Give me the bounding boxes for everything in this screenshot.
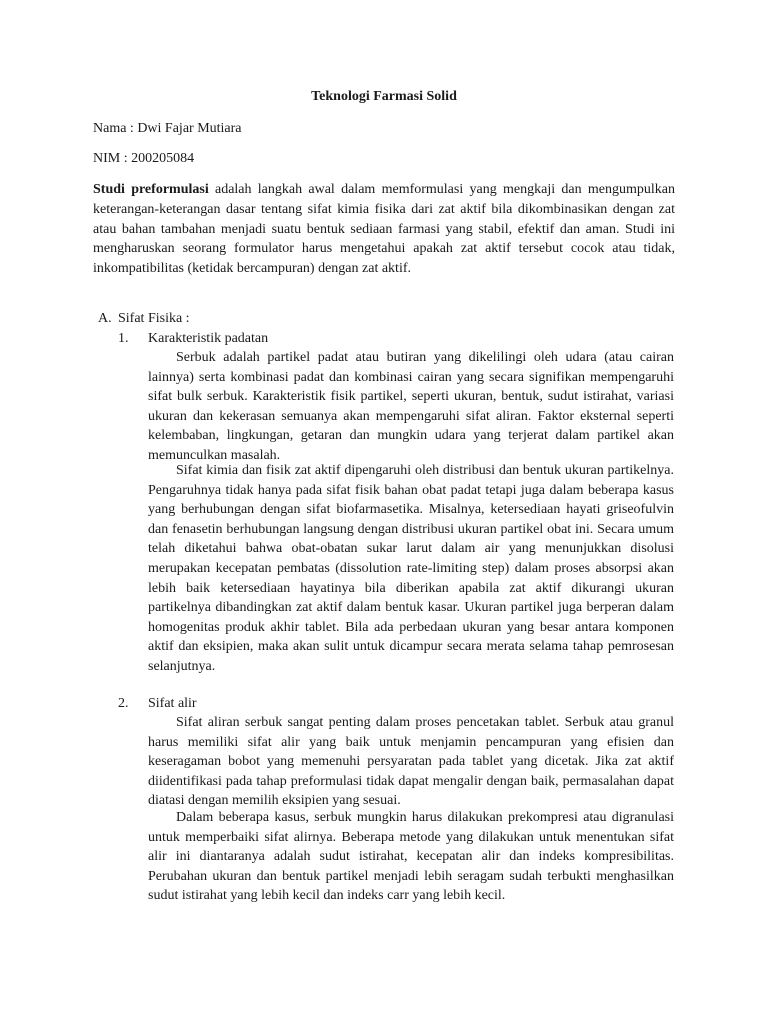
section-a-heading	[98, 309, 190, 328]
section-a-letter: A.	[98, 311, 112, 326]
item-1-heading	[118, 329, 268, 348]
item-1-paragraph-1: Serbuk adalah partikel padat atau butiran yang dikelilingi oleh udara (atau cairan lainnya) serta kombinasi padat dan kombinasi cairan yang secara signifikan mempengaruhi sifat bulk serbuk. Karakteristik fisik partikel, seperti ukuran, bentuk, sudut istirahat, variasi ukuran dan kekerasan semuanya akan mempengaruhi sifat aliran. Faktor eksternal seperti kelembaban, lingkungan, getaran dan mungkin udara yang terjerat dalam partikel akan memunculkan masalah.	[148, 350, 674, 463]
item-2-number: 2.	[118, 696, 129, 711]
student-name-line: Nama : Dwi Fajar Mutiara	[93, 121, 242, 136]
intro-text: adalah langkah awal dalam memformulasi yang mengkaji dan mengumpulkan keterangan-keterangan dasar tentang sifat kimia fisika dari zat aktif bila dikombinasikan dengan zat atau bahan tambahan menjadi suatu bentuk sediaan farmasi yang stabil, efektif dan aman. Studi ini mengharuskan seorang formulator harus mengetahui apakah zat aktif tersebut cocok atau tidak, inkompatibilitas (ketidak bercampuran) dengan zat aktif.	[93, 182, 675, 277]
section-a-label: Sifat Fisika :	[118, 311, 190, 326]
item-1-title: Karakteristik padatan	[148, 331, 269, 346]
item-2-title: Sifat alir	[148, 696, 197, 711]
document-title: Teknologi Farmasi Solid	[311, 89, 457, 104]
item-1-number: 1.	[118, 331, 129, 346]
student-nim-line: NIM : 200205084	[93, 151, 195, 166]
item-2-paragraph-1: Sifat aliran serbuk sangat penting dalam proses pencetakan tablet. Serbuk atau granul harus memiliki sifat alir yang baik untuk menjamin pencampuran yang efisien dan keseragaman bobot yang memenuhi persyaratan pada tablet yang dicetak. Jika zat aktif diidentifikasi pada tahap preformulasi tidak dapat mengalir dengan baik, permasalahan dapat diatasi dengan memilih eksipien yang sesuai.	[148, 715, 674, 809]
item-2-paragraph-2: Dalam beberapa kasus, serbuk mungkin harus dilakukan prekompresi atau digranulasi untuk memperbaiki sifat alirnya. Beberapa metode yang dilakukan untuk menentukan sifat alir ini diantaranya adalah sudut istirahat, kecepatan alir dan indeks kompresibilitas. Perubahan ukuran dan bentuk partikel menjadi lebih seragam sudah terbukti menghasilkan sudut istirahat yang lebih kecil dan indeks carr yang lebih kecil.	[148, 810, 674, 904]
intro-bold-term: Studi preformulasi	[93, 182, 209, 197]
item-1-paragraph-2: Sifat kimia dan fisik zat aktif dipengaruhi oleh distribusi dan bentuk ukuran partikelnya. Pengaruhnya tidak hanya pada sifat fisik bahan obat padat tetapi juga dalam beberapa kasus yang berhubungan dengan sifat biofarmasetika. Misalnya, ketersediaan hayati griseofulvin dan fenasetin berhubungan langsung dengan distribusi ukuran partikel obat ini. Secara umum telah diketahui bahwa obat-obatan sukar larut dalam air yang menunjukkan disolusi merupakan kecepatan pembatas (dissolution rate-limiting step) dalam proses absorpsi akan lebih baik ketersediaan hayatinya bila diberikan apabila zat aktif dikurangi ukuran partikelnya dibandingkan zat aktif dalam bentuk kasar. Ukuran partikel juga berperan dalam homogenitas produk akhir tablet. Bila ada perbedaan ukuran yang besar antara komponen aktif dan eksipien, maka akan sulit untuk dicampur secara merata selama tahap pemrosesan selanjutnya.	[148, 463, 674, 674]
intro-paragraph	[93, 180, 675, 279]
item-2-heading	[118, 694, 197, 713]
